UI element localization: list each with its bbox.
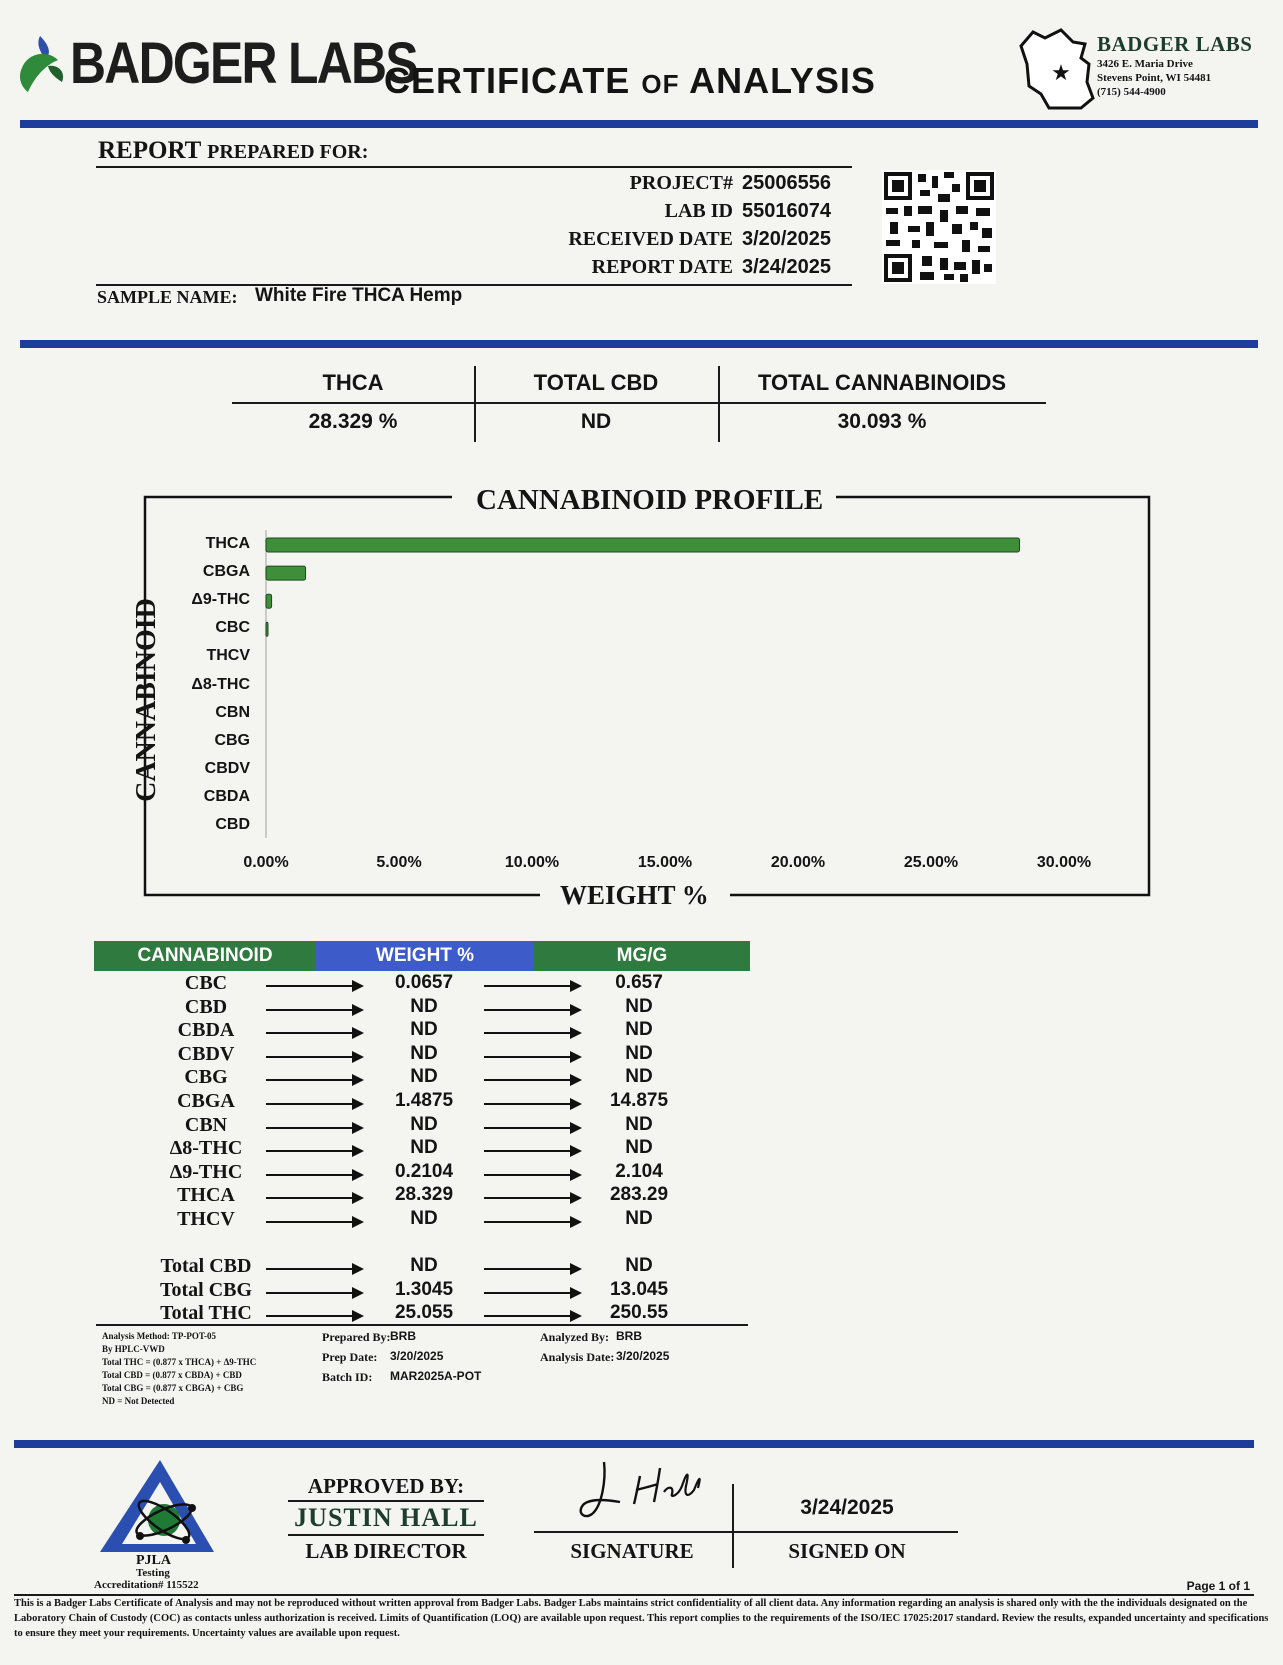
table-cell-cannabinoid: THCA xyxy=(177,1184,235,1207)
table-cell-cannabinoid: Δ9-THC xyxy=(169,1160,243,1183)
handwritten-signature xyxy=(570,1456,710,1528)
lab-address-line1: 3426 E. Maria Drive xyxy=(1097,58,1193,70)
brand-wordmark: BADGER LABS xyxy=(70,31,417,96)
category-label-cbd: CBD xyxy=(215,816,250,833)
arrow-icon xyxy=(266,1079,362,1081)
arrow-icon xyxy=(484,1268,580,1270)
arrow-icon xyxy=(266,1197,362,1199)
arrow-icon xyxy=(484,1221,580,1223)
arrow-icon xyxy=(266,1009,362,1011)
analysis-notes xyxy=(102,1330,256,1408)
received-date-label: RECEIVED DATE xyxy=(568,228,733,250)
arrow-icon xyxy=(266,1150,362,1152)
batch-id-value: MAR2025A-POT xyxy=(390,1369,482,1383)
x-tick-label: 25.00% xyxy=(903,854,959,871)
arrow-icon xyxy=(266,1127,362,1129)
arrow-icon xyxy=(266,1292,362,1294)
arrow-icon xyxy=(484,1032,580,1034)
table-cell-cannabinoid: CBN xyxy=(184,1113,228,1136)
analysis-date-label: Analysis Date: xyxy=(540,1350,615,1364)
svg-text:★: ★ xyxy=(1051,61,1071,86)
bar-cbga xyxy=(266,566,306,580)
chart-title: CANNABINOID PROFILE xyxy=(476,484,824,516)
summary-total-label: TOTAL CANNABINOIDS xyxy=(757,370,1007,395)
signature-label: SIGNATURE xyxy=(570,1539,694,1563)
table-cell-weight: 28.329 xyxy=(394,1184,454,1206)
arrow-icon xyxy=(266,1056,362,1058)
table-cell-cannabinoid: CBGA xyxy=(177,1090,235,1112)
note-method: Analysis Method: TP-POT-05 xyxy=(102,1331,217,1341)
table-cell-weight: 0.2104 xyxy=(394,1160,454,1182)
page-number: Page 1 of 1 xyxy=(1186,1579,1250,1593)
x-tick-label: 0.00% xyxy=(243,854,289,871)
table-cell-cannabinoid: CBDV xyxy=(177,1042,235,1065)
lab-name: BADGER LABS xyxy=(1097,32,1253,56)
signature-divider xyxy=(732,1484,734,1568)
sample-name-label: SAMPLE NAME: xyxy=(97,287,238,307)
table-cell-weight: 1.4875 xyxy=(394,1090,454,1111)
summary-cbd-value: ND xyxy=(580,410,612,433)
table-bottom-rule xyxy=(96,1324,748,1326)
table-cell-cannabinoid: Total THC xyxy=(160,1302,252,1325)
bar-thca xyxy=(266,538,1020,552)
table-cell-cannabinoid: CBDA xyxy=(177,1019,235,1042)
approver-rule-top xyxy=(288,1500,484,1502)
accreditation-number: Accreditation# 115522 xyxy=(94,1579,199,1591)
category-label-cbn: CBN xyxy=(215,703,250,721)
table-cell-weight: ND xyxy=(410,1042,438,1064)
arrow-icon xyxy=(484,1174,580,1176)
category-label-thcv: THCV xyxy=(206,647,250,665)
project-label: PROJECT# xyxy=(629,172,733,194)
report-date-value: 3/24/2025 xyxy=(742,256,831,278)
lab-id-label: LAB ID xyxy=(664,200,733,222)
lab-address-line2: Stevens Point, WI 54481 xyxy=(1097,72,1212,84)
prep-date-label: Prep Date: xyxy=(322,1350,378,1364)
arrow-icon xyxy=(484,985,580,987)
pjla-testing-label: Testing xyxy=(136,1567,170,1579)
prepared-by-label: Prepared By: xyxy=(322,1330,391,1344)
table-cell-mg-g: 283.29 xyxy=(609,1184,669,1206)
note-instrument: By HPLC-VWD xyxy=(102,1344,165,1354)
category-label-thca: THCA xyxy=(205,535,250,552)
arrow-icon xyxy=(484,1009,580,1011)
arrow-icon xyxy=(484,1150,580,1152)
project-value: 25006556 xyxy=(742,172,831,194)
signed-on-label: SIGNED ON xyxy=(788,1539,906,1563)
table-cell-weight: ND xyxy=(410,1066,438,1088)
prep-date-value: 3/20/2025 xyxy=(390,1349,444,1363)
table-cell-mg-g: 2.104 xyxy=(615,1160,663,1182)
table-header-mg-g: MG/G xyxy=(534,941,750,971)
signed-on-date: 3/24/2025 xyxy=(800,1496,894,1519)
category-label-8thc: Δ8-THC xyxy=(191,675,250,693)
table-cell-mg-g: ND xyxy=(625,1255,653,1276)
approver-name: JUSTIN HALL xyxy=(294,1503,478,1532)
arrow-icon xyxy=(266,1032,362,1034)
category-label-cbg: CBG xyxy=(214,731,250,749)
table-cell-weight: ND xyxy=(410,1208,438,1229)
table-cell-mg-g: ND xyxy=(625,1137,653,1159)
approver-rule-bottom xyxy=(288,1534,484,1536)
table-cell-weight: 25.055 xyxy=(394,1302,454,1324)
x-tick-label: 5.00% xyxy=(376,854,422,871)
category-label-cbda: CBDA xyxy=(203,787,250,805)
table-cell-cannabinoid: THCV xyxy=(177,1208,235,1230)
sample-name-value: White Fire THCA Hemp xyxy=(255,285,463,306)
table-cell-mg-g: ND xyxy=(625,995,653,1017)
table-cell-mg-g: 250.55 xyxy=(609,1302,669,1324)
summary-thca-value: 28.329 % xyxy=(308,410,398,433)
table-cell-mg-g: 13.045 xyxy=(609,1278,669,1300)
analysis-date-value: 3/20/2025 xyxy=(616,1349,670,1363)
table-cell-mg-g: ND xyxy=(625,1042,653,1064)
note-total-cbd: Total CBD = (0.877 x CBDA) + CBD xyxy=(102,1370,242,1380)
table-cell-mg-g: ND xyxy=(625,1113,653,1135)
report-prepared-for: REPORT PREPARED FOR: xyxy=(98,137,369,164)
summary-thca-label: THCA xyxy=(322,370,384,395)
bar-9thc xyxy=(266,594,272,608)
table-cell-mg-g: 14.875 xyxy=(609,1090,669,1111)
bar-cbc xyxy=(266,622,268,636)
category-label-cbc: CBC xyxy=(215,619,250,637)
footer-divider xyxy=(14,1440,1254,1448)
table-cell-mg-g: ND xyxy=(625,1208,653,1229)
table-cell-weight: ND xyxy=(410,1113,438,1135)
arrow-icon xyxy=(484,1197,580,1199)
arrow-icon xyxy=(266,1315,362,1317)
table-cell-weight: ND xyxy=(410,1019,438,1041)
received-date-value: 3/20/2025 xyxy=(742,228,831,250)
table-cell-weight: 1.3045 xyxy=(394,1278,454,1300)
arrow-icon xyxy=(484,1315,580,1317)
category-label-cbga: CBGA xyxy=(202,563,250,581)
chart-x-axis-title: WEIGHT % xyxy=(560,880,709,910)
arrow-icon xyxy=(484,1127,580,1129)
x-tick-label: 30.00% xyxy=(1036,854,1092,871)
arrow-icon xyxy=(266,1268,362,1270)
category-label-9thc: Δ9-THC xyxy=(191,591,250,609)
document-title: CERTIFICATE OF ANALYSIS xyxy=(384,60,876,101)
table-cell-cannabinoid: CBD xyxy=(184,995,228,1018)
table-cell-mg-g: 0.657 xyxy=(615,972,663,993)
report-date-label: REPORT DATE xyxy=(591,256,733,278)
arrow-icon xyxy=(484,1292,580,1294)
signature-rule xyxy=(534,1531,958,1533)
approver-title: LAB DIRECTOR xyxy=(305,1539,467,1563)
x-tick-label: 15.00% xyxy=(637,854,693,871)
table-cell-weight: ND xyxy=(410,1137,438,1159)
x-tick-label: 20.00% xyxy=(770,854,826,871)
table-cell-weight: 0.0657 xyxy=(394,972,454,993)
table-header-weight-: WEIGHT % xyxy=(316,941,534,971)
note-nd: ND = Not Detected xyxy=(102,1396,175,1406)
table-cell-cannabinoid: CBC xyxy=(184,972,228,994)
table-cell-cannabinoid: Total CBG xyxy=(159,1278,253,1301)
lab-id-value: 55016074 xyxy=(742,200,831,222)
arrow-icon xyxy=(484,1056,580,1058)
lab-phone: (715) 544-4900 xyxy=(1097,86,1166,98)
table-cell-weight: ND xyxy=(410,1255,438,1276)
x-tick-label: 10.00% xyxy=(504,854,560,871)
pjla-label: PJLA xyxy=(136,1553,171,1568)
note-total-thc: Total THC = (0.877 x THCA) + Δ9-THC xyxy=(102,1357,257,1367)
summary-cbd-label: TOTAL CBD xyxy=(533,370,659,395)
note-total-cbg: Total CBG = (0.877 x CBGA) + CBG xyxy=(102,1383,244,1393)
prepared-by-value: BRB xyxy=(390,1329,416,1343)
batch-id-label: Batch ID: xyxy=(322,1370,373,1384)
arrow-icon xyxy=(266,1221,362,1223)
disclaimer-text: This is a Badger Labs Certificate of Analysis and may not be reproduced without written approval from Badger Labs. Badger Labs maintains strict confidentiality of all client data. Any information regarding an analysis is shared only with the the individuals designated on the Laboratory Chain of Custody (COC) as contacts unless authorization is received. Limits of Quantification (LOQ) are available upon request. This report complies to the requirements of the ISO/IEC 17025:2017 standard. Review the results, expanded uncertainty and specifications to ensure they meet your requirements. Uncertainty values are available upon request. xyxy=(14,1598,1269,1639)
table-cell-weight: ND xyxy=(410,995,438,1017)
approved-by-label: APPROVED BY: xyxy=(307,1474,465,1498)
arrow-icon xyxy=(484,1079,580,1081)
pjla-accreditation-logo-icon xyxy=(96,1456,216,1556)
table-cell-mg-g: ND xyxy=(625,1066,653,1088)
table-cell-mg-g: ND xyxy=(625,1019,653,1041)
table-header-cannabinoid: CANNABINOID xyxy=(94,941,316,971)
summary-total-value: 30.093 % xyxy=(837,410,927,433)
table-cell-cannabinoid: CBG xyxy=(184,1066,228,1089)
analyzed-by-label: Analyzed By: xyxy=(540,1330,609,1344)
arrow-icon xyxy=(266,985,362,987)
category-label-cbdv: CBDV xyxy=(204,759,250,777)
arrow-icon xyxy=(266,1174,362,1176)
arrow-icon xyxy=(484,1103,580,1105)
analyzed-by-value: BRB xyxy=(616,1329,642,1343)
arrow-icon xyxy=(266,1103,362,1105)
table-cell-cannabinoid: Δ8-THC xyxy=(169,1137,243,1160)
table-cell-cannabinoid: Total CBD xyxy=(160,1255,252,1277)
